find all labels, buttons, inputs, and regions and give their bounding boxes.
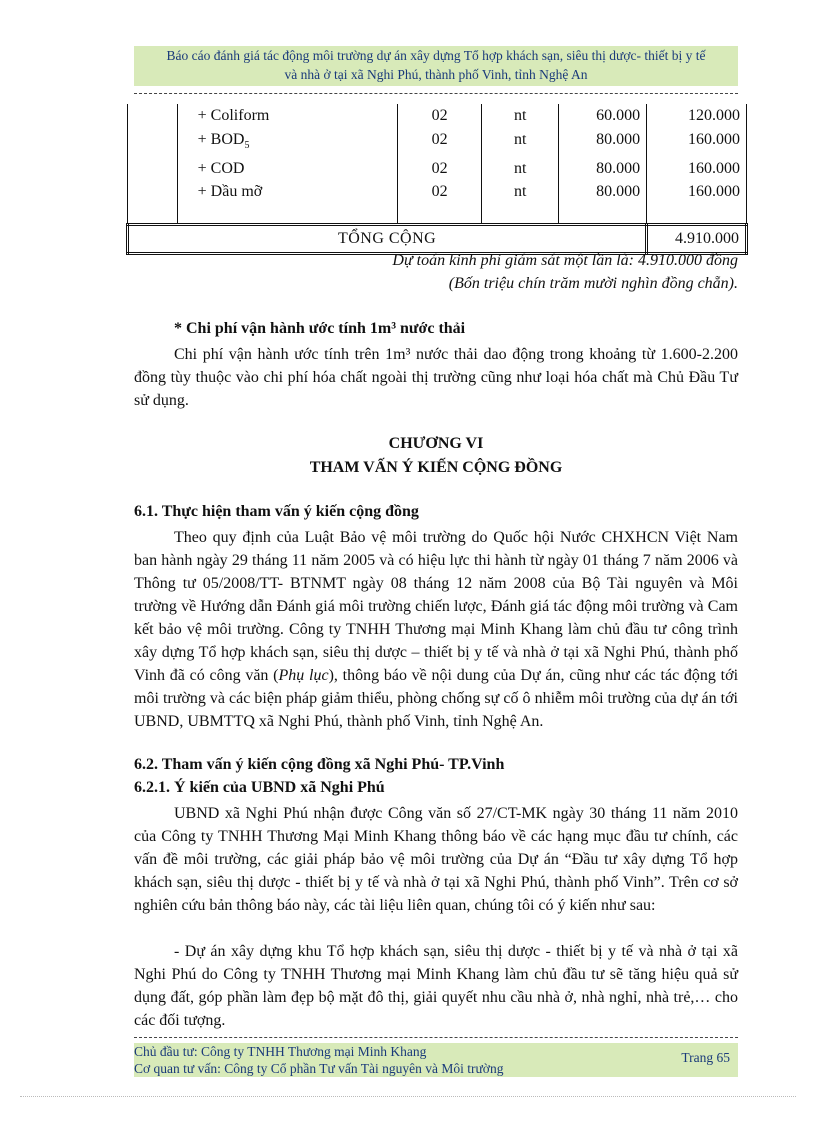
table-row — [128, 128, 747, 157]
item-total: 160.000 — [647, 180, 747, 224]
operating-cost-heading: * Chi phí vận hành ước tính 1m³ nước thải — [174, 320, 466, 337]
total-label: TỔNG CỘNG — [128, 224, 647, 253]
monitoring-cost-table — [126, 104, 748, 255]
estimate-note-words: (Bốn triệu chín trăm mười nghìn đồng chẵn). — [448, 275, 738, 292]
item-qty: 02 — [398, 180, 482, 224]
section-6-1-heading: 6.1. Thực hiện tham vấn ý kiến cộng đồng — [134, 503, 419, 520]
item-price: 80.000 — [559, 157, 647, 180]
opinion-bullet: - Dự án xây dựng khu Tổ hợp khách sạn, siêu thị dược - thiết bị y tế và nhà ở tại xã Nghi Phú do Công ty TNHH Thương mại Minh Khang làm chủ đầu tư sẽ tăng hiệu quả sử dụng đất, góp phần làm đẹp bộ mặt đô thị, giải quyết nhu cầu nhà ở, nhà nghỉ, nhà trẻ,… cho các đối tượng. — [134, 943, 738, 1029]
item-price: 80.000 — [559, 180, 647, 224]
appendix-ref: Phụ lục — [278, 667, 329, 684]
footer-divider — [134, 1037, 738, 1038]
chapter-number: CHƯƠNG VI — [388, 435, 484, 452]
footer-consultant: Cơ quan tư vấn: Công ty Cổ phần Tư vấn Tài nguyên và Môi trường — [134, 1061, 504, 1076]
page-number: Trang 65 — [681, 1050, 730, 1065]
estimate-note: Dự toán kinh phí giám sát một lần là: 4.910.000 đồng — [392, 252, 738, 269]
item-name: + BOD — [197, 131, 245, 148]
page-footer — [134, 1043, 738, 1077]
table-row — [128, 180, 747, 224]
item-price: 60.000 — [559, 104, 647, 128]
operating-cost-text: Chi phí vận hành ước tính trên 1m³ nước thải dao động trong khoảng từ 1.600-2.200 đồng tùy thuộc vào chi phí hóa chất ngoài thị trường cũng như loại hóa chất mà Chủ Đầu Tư sử dụng. — [134, 346, 738, 409]
item-name: + Dầu mỡ — [197, 183, 263, 201]
total-row — [128, 224, 747, 253]
section-6-2-1-text: UBND xã Nghi Phú nhận được Công văn số 27/CT-MK ngày 30 tháng 11 năm 2010 của Công ty TNHH Thương Mại Minh Khang thông báo về các hạng mục đầu tư chính, các vấn đề môi trường, các giải pháp bảo vệ môi trường của Dự án “Đầu tư xây dựng Tổ hợp khách sạn, siêu thị dược - thiết bị y tế và nhà ở tại xã Nghi Phú, thành phố Vinh”. Trên cơ sở nghiên cứu bản thông báo này, các tài liệu liên quan, chúng tôi có ý kiến như sau: — [134, 805, 738, 914]
header-line-2: và nhà ở tại xã Nghi Phú, thành phố Vinh, tỉnh Nghệ An — [284, 67, 588, 82]
item-name: + Coliform — [197, 107, 270, 124]
item-unit: nt — [481, 180, 559, 224]
total-value: 4.910.000 — [647, 224, 747, 253]
chapter-title: THAM VẤN Ý KIẾN CỘNG ĐỒNG — [309, 459, 563, 476]
section-6-1-text — [134, 526, 738, 733]
section-6-1-text-b: ), thông báo về nội dung của Dự án, cũng như các tác động tới môi trường và các biện pháp giảm thiểu, phòng chống sự cố ô nhiễm môi trường của dự án tới UBND, UBMTTQ xã Nghi Phú, thành phố Vinh, tỉnh Nghệ An. — [134, 667, 739, 730]
page-edge-rule — [20, 1096, 796, 1097]
header-line-1: Báo cáo đánh giá tác động môi trường dự án xây dựng Tổ hợp khách sạn, siêu thị dược- thiết bị y tế — [166, 48, 706, 63]
item-subscript: 5 — [244, 140, 250, 152]
item-price: 80.000 — [559, 128, 647, 157]
item-unit: nt — [481, 157, 559, 180]
item-qty: 02 — [398, 104, 482, 128]
item-name: + COD — [197, 160, 245, 178]
item-unit: nt — [481, 128, 559, 157]
item-qty: 02 — [398, 128, 482, 157]
section-6-2-heading: 6.2. Tham vấn ý kiến cộng đồng xã Nghi Phú- TP.Vinh — [134, 756, 505, 773]
table-row — [128, 157, 747, 180]
item-unit: nt — [481, 104, 559, 128]
item-total: 160.000 — [647, 128, 747, 157]
item-total: 160.000 — [647, 157, 747, 180]
item-qty: 02 — [398, 157, 482, 180]
table-row — [128, 104, 747, 128]
section-6-1-text-a: Theo quy định của Luật Bảo vệ môi trường do Quốc hội Nước CHXHCN Việt Nam ban hành ngày 29 tháng 11 năm 2005 và có hiệu lực thi hành từ ngày 01 tháng 7 năm 2006 và Thông tư 05/2008/TT- BTNMT ngày 08 tháng 12 năm 2008 của Bộ Tài nguyên và Môi trường về Hướng dẫn Đánh giá môi trường chiến lược, Đánh giá tác động môi trường và Cam kết bảo vệ môi trường. Công ty TNHH Thương mại Minh Khang làm chủ đầu tư công trình xây dựng Tổ hợp khách sạn, siêu thị dược – thiết bị y tế và nhà ở tại xã Nghi Phú, thành phố Vinh đã có công văn ( — [134, 529, 738, 684]
header-divider — [134, 93, 738, 94]
section-6-2-1-heading: 6.2.1. Ý kiến của UBND xã Nghi Phú — [134, 779, 385, 796]
item-total: 120.000 — [647, 104, 747, 128]
footer-investor: Chủ đầu tư: Công ty TNHH Thương mại Minh Khang — [134, 1044, 427, 1059]
page-header — [134, 46, 738, 86]
